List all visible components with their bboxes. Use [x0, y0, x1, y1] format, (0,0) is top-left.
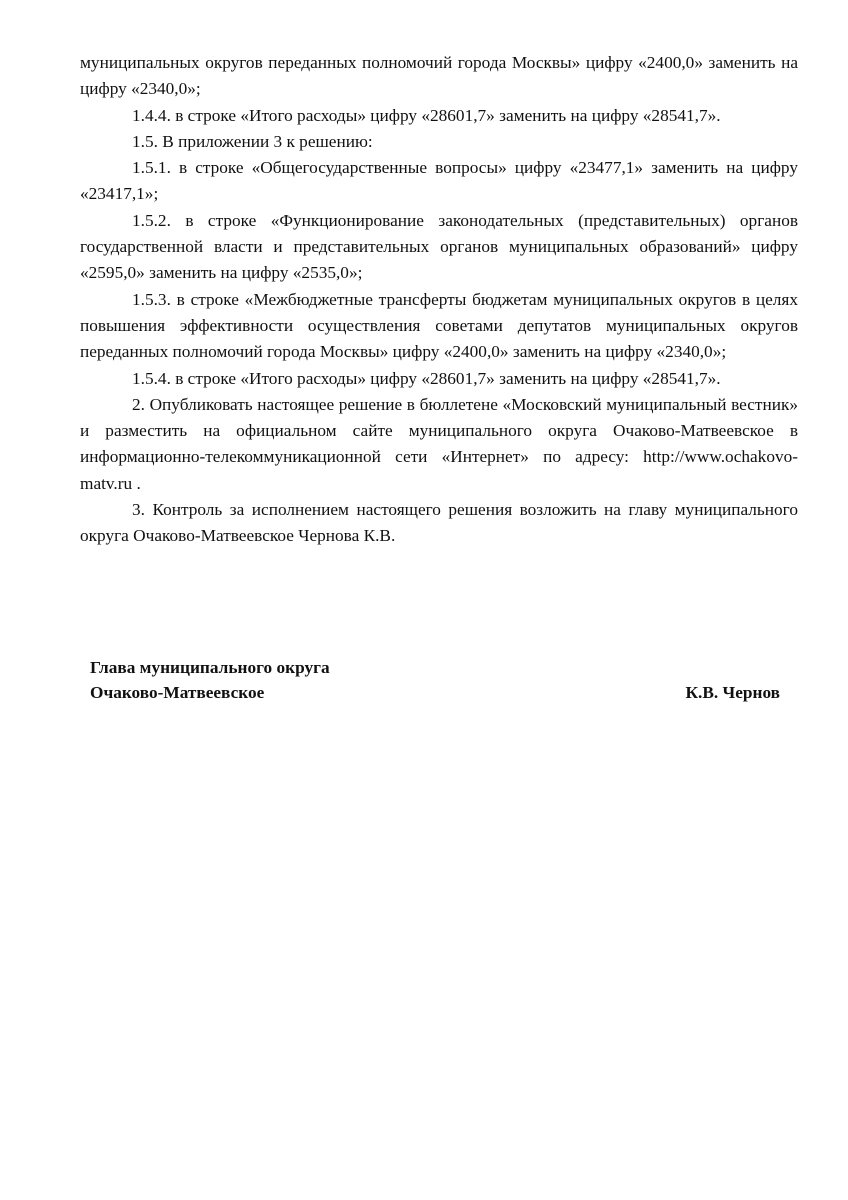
signature-row: [90, 680, 780, 705]
document-body: [80, 50, 798, 550]
paragraph-continuation: муниципальных округов переданных полномочий города Москвы» цифру «2400,0» заменить на цифру «2340,0»;: [80, 53, 798, 99]
paragraph-1-4-4: 1.4.4. в строке «Итого расходы» цифру «28601,7» заменить на цифру «28541,7».: [132, 105, 721, 125]
paragraph-3-control: 3. Контроль за исполнением настоящего решения возложить на главу муниципального округа Очаково-Матвеевское Чернова К.В.: [80, 500, 798, 546]
signature-title-line1: Глава муниципального округа: [90, 658, 330, 677]
signature-block: [90, 655, 780, 705]
paragraph-2-publish: 2. Опубликовать настоящее решение в бюллетене «Московский муниципальный вестник» и разместить на официальном сайте муниципального округа Очаково-Матвеевское в информационно-телекоммуникационной сети «Интернет» по адресу: http://www.ochakovo-matv.ru .: [80, 394, 798, 493]
paragraph-1-5-4: 1.5.4. в строке «Итого расходы» цифру «28601,7» заменить на цифру «28541,7».: [132, 368, 721, 388]
paragraph-1-5: 1.5. В приложении 3 к решению:: [132, 131, 373, 151]
paragraph-1-5-2: 1.5.2. в строке «Функционирование законодательных (представительных) органов государственной власти и представительных органов муниципальных образований» цифру «2595,0» заменить на цифру «2535,0»;: [80, 210, 798, 283]
paragraph-1-5-1: 1.5.1. в строке «Общегосударственные вопросы» цифру «23477,1» заменить на цифру «23417,1»;: [80, 158, 798, 204]
signature-title-line2: Очаково-Матвеевское: [90, 683, 265, 702]
paragraph-1-5-3: 1.5.3. в строке «Межбюджетные трансферты бюджетам муниципальных округов в целях повышения эффективности осуществления советами депутатов муниципальных округов переданных полномочий города Москвы» цифру «2400,0» заменить на цифру «2340,0»;: [80, 289, 798, 362]
signature-name: К.В. Чернов: [685, 683, 780, 702]
